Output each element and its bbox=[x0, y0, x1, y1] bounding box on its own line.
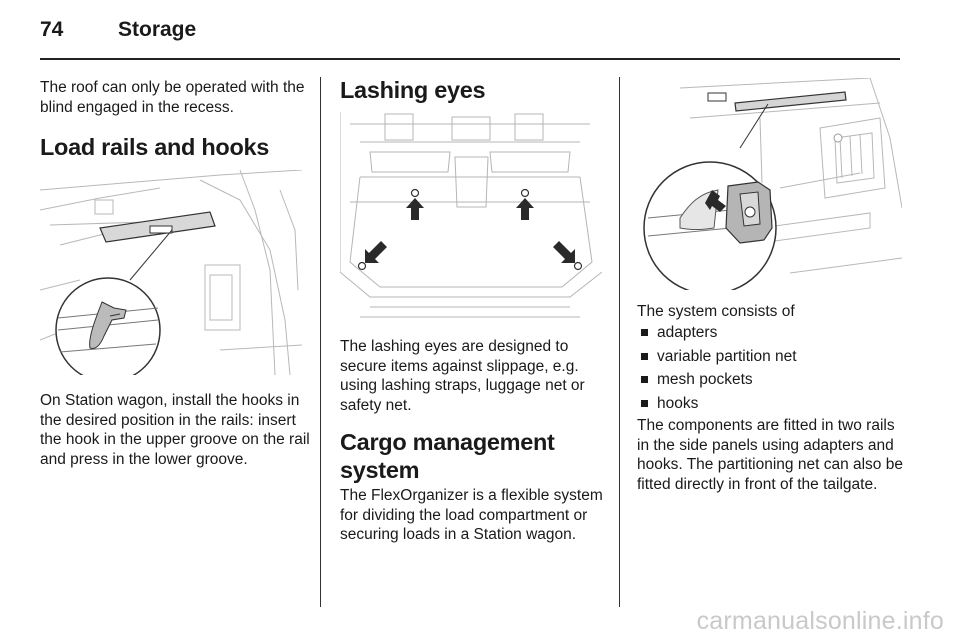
lashing-eyes-illustration bbox=[340, 112, 602, 324]
list-item: variable partition net bbox=[637, 345, 907, 369]
load-rails-drawing bbox=[40, 170, 302, 375]
cargo-paragraph: The FlexOrganizer is a flexible system for dividing the load compartment or securing loads in a Station wagon. bbox=[340, 487, 603, 543]
lashing-eyes-drawing bbox=[340, 112, 602, 324]
cargo-heading bbox=[340, 428, 612, 484]
intro-paragraph: The roof can only be operated with the blind engaged in the recess. bbox=[40, 79, 305, 116]
header-rule bbox=[40, 58, 900, 60]
column-divider bbox=[320, 77, 321, 607]
cargo-heading-line-1: Cargo management bbox=[340, 429, 555, 455]
section-heading-load-rails: Load rails and hooks bbox=[40, 134, 270, 160]
cargo-heading-line-2: system bbox=[340, 457, 420, 483]
flexorganizer-illustration bbox=[640, 78, 902, 290]
column-divider bbox=[619, 77, 620, 607]
watermark-text: carmanualsonline.info bbox=[696, 607, 944, 635]
flexorganizer-drawing bbox=[640, 78, 902, 290]
load-rails-paragraph: On Station wagon, install the hooks in the desired position in the rails: insert the hook in the upper groove on the rail and press in the lower groove. bbox=[40, 392, 310, 468]
list-item: mesh pockets bbox=[637, 368, 907, 392]
list-item: hooks bbox=[637, 392, 907, 416]
page-title: Storage bbox=[118, 18, 197, 41]
column-1 bbox=[40, 78, 312, 117]
system-paragraph: The components are fitted in two rails in the side panels using adapters and hooks. The partitioning net can also be fitted directly in front of the tailgate. bbox=[637, 417, 903, 493]
page-number: 74 bbox=[40, 18, 64, 41]
system-intro: The system consists of bbox=[637, 303, 795, 320]
load-rails-illustration bbox=[40, 170, 302, 375]
list-item: adapters bbox=[637, 321, 907, 345]
components-list bbox=[637, 321, 907, 415]
section-heading-lashing-eyes: Lashing eyes bbox=[340, 77, 486, 103]
lashing-eyes-paragraph: The lashing eyes are designed to secure items against slippage, e.g. using lashing straps, luggage net or safety net. bbox=[340, 338, 585, 414]
